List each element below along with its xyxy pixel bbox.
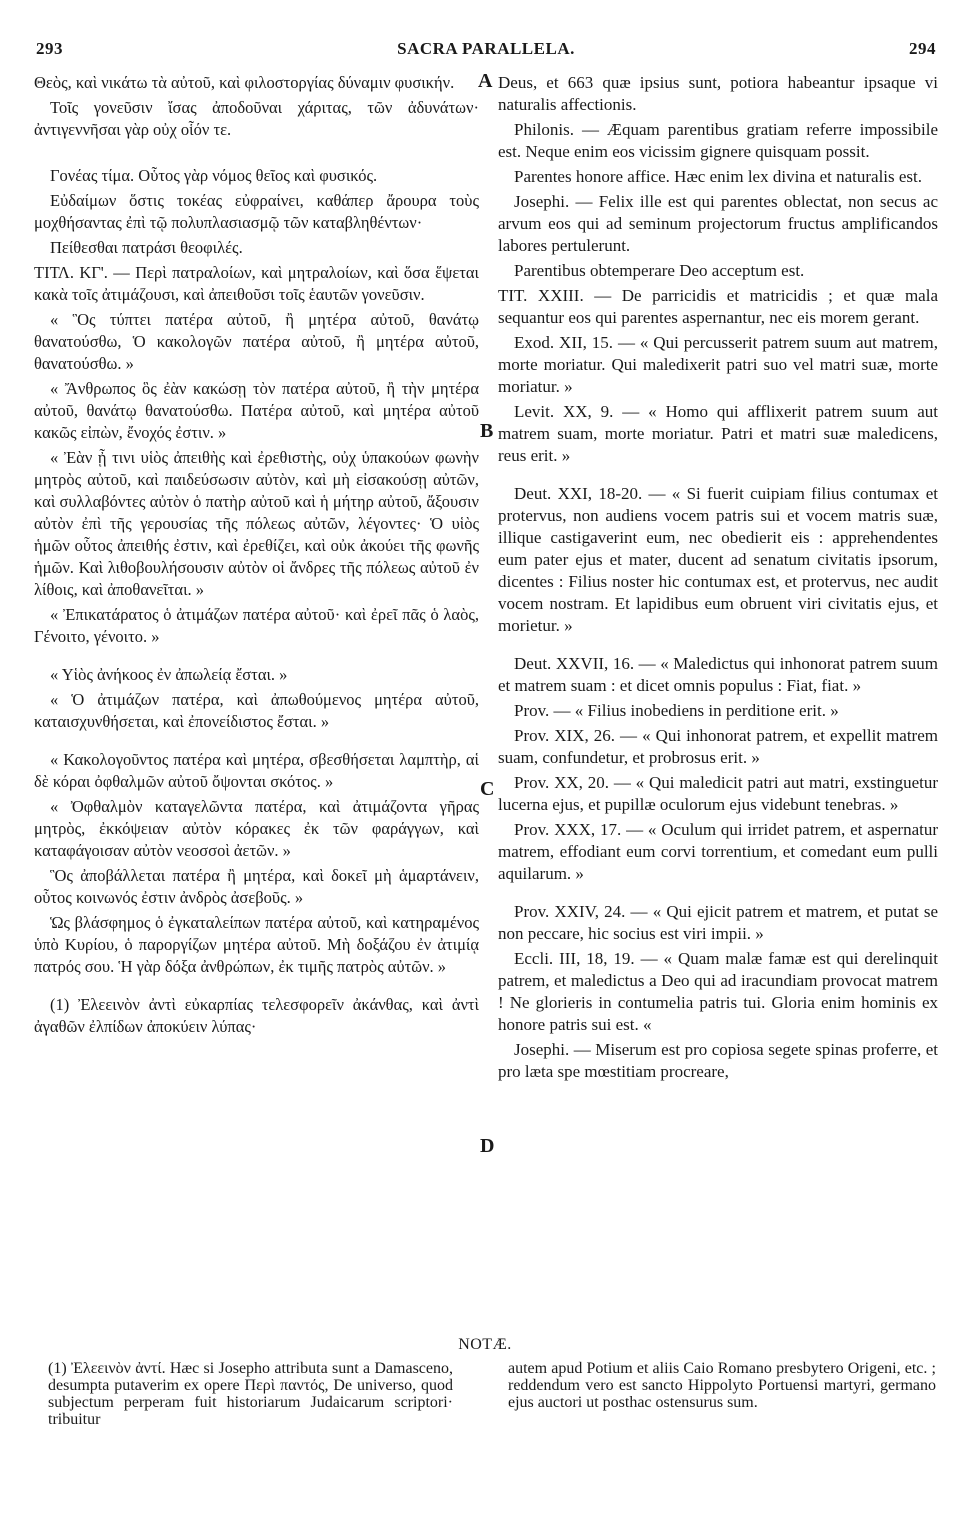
greek-paragraph: Ὃς ἀποβάλλεται πατέρα ἢ μητέρα, καὶ δοκεῖ μὴ ἁμαρτάνειν, οὗτος κοινωνός ἐστιν ἀνδρὸς ἀσεβοῦς. » <box>34 866 479 907</box>
greek-paragraph: (1) Ἐλεεινὸν ἀντὶ εὐκαρπίας τελεσφορεῖν ἀκάνθας, καὶ ἀντὶ ἀγαθῶν ἐλπίδων ἀποκύειν λύπας· <box>34 995 479 1036</box>
margin-letter-a: A <box>478 70 493 92</box>
greek-paragraph: « Ἄνθρωπος ὃς ἐὰν κακώσῃ τὸν πατέρα αὐτοῦ, ἢ τὴν μητέρα αὐτοῦ, θανάτῳ θανατούσθω. Πατέρα αὐτοῦ, καὶ μητέρα αὐτοῦ κακῶς εἰπὼν, ἔνοχός ἐστιν. » <box>34 379 479 442</box>
running-title: SACRA PARALLELA. <box>397 39 575 58</box>
greek-paragraph: « Ἐὰν ᾖ τινι υἱὸς ἀπειθὴς καὶ ἐρεθιστὴς, οὐχ ὑπακούων φωνὴν μητρὸς αὐτοῦ, καὶ παιδεύσωσιν αὐτὸν, καὶ μὴ εἰσακούσῃ αὐτῶν, καὶ συλλαβόντες αὐτὸν ὁ πατὴρ αὐτοῦ καὶ ἡ μήτηρ αὐτοῦ, ἄξουσιν αὐτὸν ἐπὶ τῆς γερουσίας τῆς πόλεως αὐτῶν, λέγοντες· Ὁ υἱὸς ἡμῶν οὗτος ἀπειθής ἐστιν, καὶ ἐρεθίζει, καὶ οὐκ ἀκούει τῆς φωνῆς ἡμῶν. Καὶ λιθοβουλήσουσιν αὐτὸν οἱ ἄνδρες τῆς πόλεως αὐτοῦ ἐν λίθοις, καὶ ἀποθανεῖται. » <box>34 448 479 599</box>
latin-title-heading: TIT. XXIII. — De parricidis et matricidis ; et quæ mala sequantur eos qui parentes aspernantur, nec eis morem gerant. <box>498 286 938 327</box>
latin-column <box>498 72 938 1086</box>
greek-paragraph: Πείθεσθαι πατράσι θεοφιλές. <box>50 238 243 257</box>
greek-paragraph: « Ἐπικατάρατος ὁ ἀτιμάζων πατέρα αὐτοῦ· καὶ ἐρεῖ πᾶς ὁ λαὸς, Γένοιτο, γένοιτο. » <box>34 605 479 646</box>
greek-title-heading: ΤΙΤΛ. ΚΓ'. — Περὶ πατραλοίων, καὶ μητραλοίων, καὶ ὅσα ἕψεται κακὰ τοῖς ἀτιμάζουσι, καὶ ἀπειθοῦσι τοῖς ἑαυτῶν γονεῦσιν. <box>34 263 479 304</box>
latin-paragraph: Deut. XXI, 18-20. — « Si fuerit cuipiam filius contumax et protervus, non audiens vocem patris sui et vocem matris suæ, illique castigaverint eum, nec obedierit eis : apprehendentes eum pater ejus et mater, ducent ad senatum civitatis ipsorum, dicentes : Filius noster hic contumax est, et protervus, nec audit vocem nostram. Et lapidibus eum obruent viri civitatis ejus, et morietur. » <box>498 484 938 635</box>
greek-paragraph: « Ὀφθαλμὸν καταγελῶντα πατέρα, καὶ ἀτιμάζοντα γῆρας μητρὸς, ἐκκόψειαν αὐτὸν κόρακες ἐκ τῶν φαράγγων, καὶ καταφάγοισαν αὐτὸν νεοσσοὶ ἀετῶν. » <box>34 797 479 860</box>
greek-paragraph: « Υἱὸς ἀνήκοος ἐν ἀπωλείᾳ ἔσται. » <box>50 665 288 684</box>
margin-letter-b: B <box>480 420 494 442</box>
greek-paragraph: Εὐδαίμων ὅστις τοκέας εὐφραίνει, καθάπερ ἄρουρα τοὺς μοχθήσαντας ἐπὶ τῷ πολυπλασιασμῷ τῶν καταβληθέντων· <box>34 191 479 232</box>
running-header <box>36 36 936 62</box>
greek-paragraph: « Ὁ ἀτιμάζων πατέρα, καὶ ἀπωθούμενος μητέρα αὐτοῦ, καταισχυνθήσεται, καὶ ἐπονείδιστος ἔσται. » <box>34 690 479 731</box>
latin-paragraph: Josephi. — Miserum est pro copiosa segete spinas proferre, et pro læta spe mœstitiam procreare, <box>498 1040 938 1081</box>
latin-paragraph: Josephi. — Felix ille est qui parentes oblectat, non secus ac arvum eos qui ad seminum projectorum fructus amplificandos labores pertulerunt. <box>498 192 938 255</box>
greek-paragraph: Τοῖς γονεῦσιν ἴσας ἀποδοῦναι χάριτας, τῶν ἀδυνάτων· ἀντιγεννῆσαι γὰρ οὐχ οἷόν τε. <box>34 98 479 139</box>
latin-paragraph: Parentes honore affice. Hæc enim lex divina et naturalis est. <box>514 167 923 186</box>
latin-paragraph: Deut. XXVII, 16. — « Maledictus qui inhonorat patrem suum et matrem suam : et dicet omnis populus : Fiat, fiat. » <box>498 654 938 695</box>
page-number-left: 293 <box>36 39 63 58</box>
page-number-right: 294 <box>909 39 936 58</box>
margin-letter-d: D <box>480 1135 495 1157</box>
greek-paragraph: Γονέας τίμα. Οὗτος γὰρ νόμος θεῖος καὶ φυσικός. <box>50 166 378 185</box>
margin-letter-c: C <box>480 778 495 800</box>
greek-paragraph: Ὡς βλάσφημος ὁ ἐγκαταλείπων πατέρα αὐτοῦ, καὶ κατηραμένος ὑπὸ Κυρίου, ὁ παροργίζων μητέρα αὐτοῦ. Μὴ δοξάζου ἐν ἀτιμίᾳ πατρός σου. Ἡ γὰρ δόξα ἀνθρώπων, ἐκ τιμῆς πατρὸς αὐτῶν. » <box>34 913 479 976</box>
latin-paragraph: Prov. XX, 20. — « Qui maledicit patri aut matri, exstinguetur lucerna ejus, et pupillæ oculorum ejus videbunt tenebras. » <box>498 773 938 814</box>
latin-paragraph: Levit. XX, 9. — « Homo qui afflixerit patrem suum aut matrem suam, morte moriatur. Patri et matri suæ maledicens, reus erit. » <box>498 402 938 465</box>
greek-paragraph: « Κακολογοῦντος πατέρα καὶ μητέρα, σβεσθήσεται λαμπτὴρ, αἱ δὲ κόραι ὀφθαλμῶν αὐτοῦ ὄψονται σκότος. » <box>34 750 479 791</box>
latin-paragraph: Prov. XIX, 26. — « Qui inhonorat patrem, et expellit matrem suam, confundetur, et probrosus erit. » <box>498 726 938 767</box>
latin-paragraph: Deus, et 663 quæ ipsius sunt, potiora habeantur ipsaque vi naturalis affectionis. <box>498 73 938 114</box>
latin-paragraph: Exod. XII, 15. — « Qui percusserit patrem suum aut matrem, morte moriatur. Qui maledixerit patri suo vel matri suæ, morte moriatur. » <box>498 333 938 396</box>
greek-paragraph: « Ὃς τύπτει πατέρα αὐτοῦ, ἢ μητέρα αὐτοῦ, θανάτῳ θανατούσθω, Ὁ κακολογῶν πατέρα αὐτοῦ, ἢ μητέρα αὐτοῦ, θανατούσθω. » <box>34 310 479 373</box>
latin-paragraph: Parentibus obtemperare Deo acceptum est. <box>514 261 805 280</box>
latin-paragraph: Philonis. — Æquam parentibus gratiam referre impossibile est. Neque enim eos vicissim gignere quisquam possit. <box>498 120 938 161</box>
latin-paragraph: Prov. — « Filius inobediens in perditione erit. » <box>514 701 839 720</box>
footnote-right: autem apud Potium et aliis Caio Romano presbytero Origeni, etc. ; reddendum vero est sancto Hippolyto Portuensi martyri, germano ejus auctori ut posthac ostensurus sum. <box>508 1360 936 1411</box>
greek-paragraph: Θεὸς, καὶ νικάτω τὰ αὐτοῦ, καὶ φιλοστοργίας δύναμιν φυσικήν. <box>34 73 455 92</box>
latin-paragraph: Eccli. III, 18, 19. — « Quam malæ famæ est qui derelinquit patrem, et maledictus a Deo qui ad iracundiam provocat matrem ! Ne glorieris in contumelia patris tui. Gloria enim hominis ex honore patris sui est. « <box>498 949 938 1034</box>
notes-heading: NOTÆ. <box>458 1336 512 1353</box>
latin-paragraph: Prov. XXIV, 24. — « Qui ejicit patrem et matrem, et putat se non peccare, hic socius est viri impii. » <box>498 902 938 943</box>
footnote-left: (1) Ἐλεεινὸν ἀντί. Hæc si Josepho attributa sunt a Damasceno, desumpta putaverim ex opere Περὶ παντός, De universo, quod subjectum perperam fuit historiarum Judaicarum scriptori· tribuitur <box>48 1360 453 1428</box>
latin-paragraph: Prov. XXX, 17. — « Oculum qui irridet patrem, et aspernatur matrem, effodiant eum corvi torrentium, et comedant eum pulli aquilarum. » <box>498 820 938 883</box>
greek-column <box>34 72 479 1041</box>
